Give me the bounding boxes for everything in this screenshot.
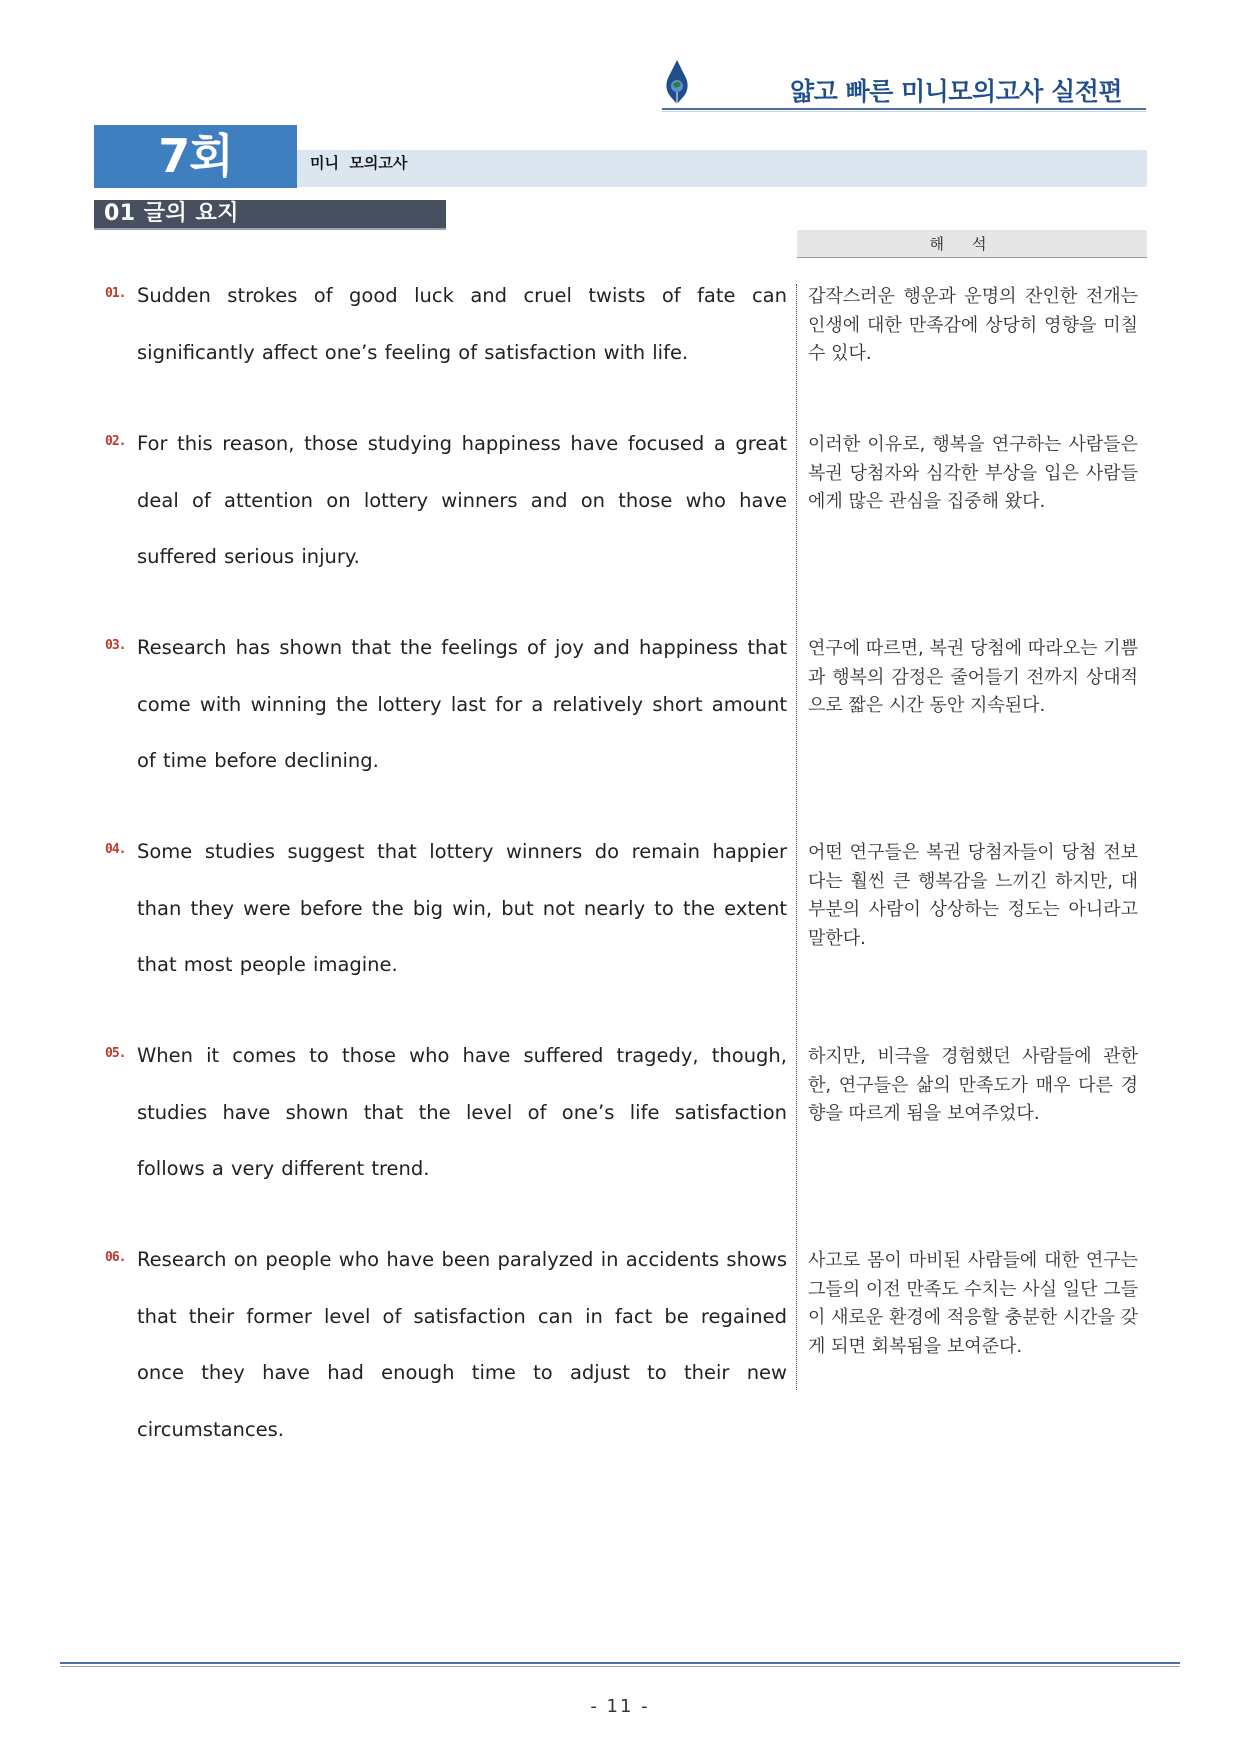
item-english-sentence: For this reason, those studying happiness have focused a great deal of attention on lottery winners and on those who have suffered serious injury. bbox=[137, 432, 787, 568]
item-english-sentence: Research has shown that the feelings of joy and happiness that come with winning the lottery last for a relatively short amount of time before declining. bbox=[137, 636, 787, 772]
column-divider bbox=[796, 284, 797, 1390]
header-divider-thin bbox=[662, 111, 1146, 112]
item-english-sentence: Sudden strokes of good luck and cruel twists of fate can significantly affect one’s feeling of satisfaction with life. bbox=[137, 284, 787, 364]
item-korean-translation: 갑작스러운 행운과 운명의 잔인한 전개는 인생에 대한 만족감에 상당히 영향을 미칠 수 있다. bbox=[808, 286, 1138, 364]
header-divider bbox=[662, 108, 1146, 110]
item-korean-translation: 연구에 따르면, 복권 당첨에 따라오는 기쁨과 행복의 감정은 줄어들기 전까지 상대적으로 짧은 시간 동안 지속된다. bbox=[808, 638, 1138, 716]
pen-nib-icon bbox=[662, 58, 692, 108]
page-number: - 11 - bbox=[590, 1696, 650, 1717]
round-number-badge: 7회 bbox=[94, 125, 297, 188]
item-english-sentence: Research on people who have been paralyzed in accidents shows that their former level of satisfaction can in fact be regained once they have had enough time to adjust to their new circumstances. bbox=[137, 1248, 787, 1441]
item-korean-translation: 사고로 몸이 마비된 사람들에 대한 연구는 그들의 이전 만족도 수치는 사실 일단 그들이 새로운 환경에 적응할 충분한 시간을 갖게 되면 회복됨을 보여준다. bbox=[808, 1250, 1138, 1357]
item-number: 06. bbox=[105, 1250, 126, 1265]
round-subtitle: 미니 모의고사 bbox=[310, 154, 408, 172]
item-number: 01. bbox=[105, 286, 126, 301]
item-number: 05. bbox=[105, 1046, 126, 1061]
footer-divider bbox=[60, 1662, 1180, 1664]
section-title: 01 글의 요지 bbox=[94, 200, 446, 228]
item-korean-translation: 어떤 연구들은 복권 당첨자들이 당첨 전보다는 훨씬 큰 행복감을 느끼긴 하지만, 대부분의 사람이 상상하는 정도는 아니라고 말한다. bbox=[808, 842, 1138, 949]
item-number: 02. bbox=[105, 434, 126, 449]
item-english-sentence: Some studies suggest that lottery winners do remain happier than they were before the big win, but not nearly to the extent that most people imagine. bbox=[137, 840, 787, 976]
item-number: 03. bbox=[105, 638, 126, 653]
section-title-shadow bbox=[94, 228, 446, 230]
round-subtitle-bar bbox=[297, 150, 1147, 187]
item-number: 04. bbox=[105, 842, 126, 857]
header-title: 얇고 빠른 미니모의고사 실전편 bbox=[790, 77, 1123, 106]
item-korean-translation: 이러한 이유로, 행복을 연구하는 사람들은 복권 당첨자와 심각한 부상을 입은 사람들에게 많은 관심을 집중해 왔다. bbox=[808, 434, 1138, 512]
footer-divider-thin bbox=[60, 1666, 1180, 1667]
item-korean-translation: 하지만, 비극을 경험했던 사람들에 관한 한, 연구들은 삶의 만족도가 매우 다른 경향을 따르게 됨을 보여주었다. bbox=[808, 1046, 1138, 1124]
item-english-sentence: When it comes to those who have suffered tragedy, though, studies have shown that the level of one’s life satisfaction follows a very different trend. bbox=[137, 1044, 787, 1180]
translation-column-header: 해석 bbox=[797, 230, 1147, 258]
